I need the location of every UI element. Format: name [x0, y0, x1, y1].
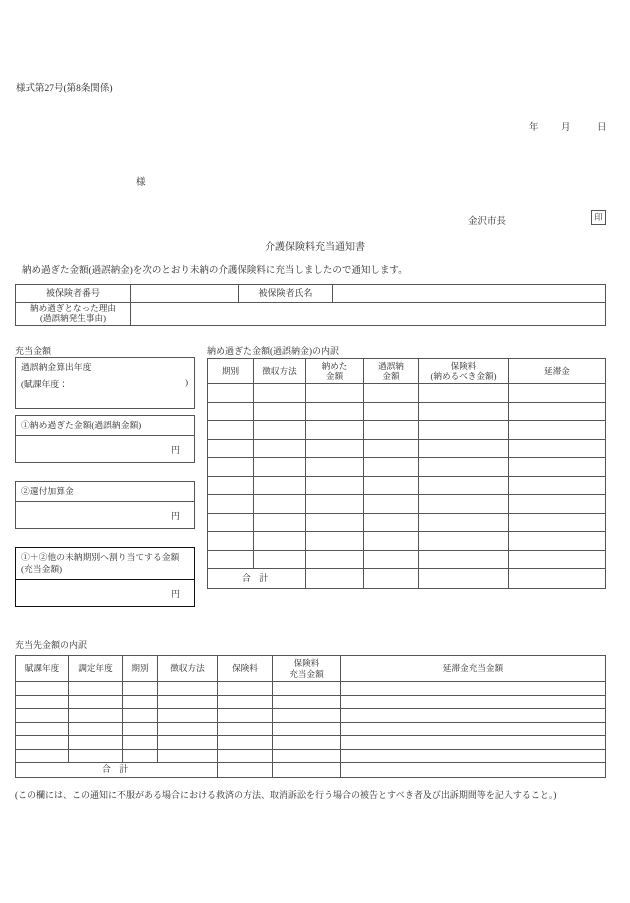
cell-period[interactable]: [208, 532, 254, 551]
cell-period[interactable]: [123, 736, 158, 750]
cell-premium[interactable]: [419, 458, 509, 477]
cell-collection-method[interactable]: [254, 495, 306, 514]
refund-addition-unit: 円: [170, 510, 180, 521]
allocation-total-value-cell[interactable]: [16, 579, 194, 606]
overpayment-breakdown-table: [207, 358, 606, 589]
cell-levy-year[interactable]: [16, 722, 69, 736]
col-header-levy-year: 賦課年度: [16, 656, 69, 682]
table-row: [16, 736, 606, 750]
col-header-collection-method: 徴収方法: [254, 359, 306, 384]
cell-premium-allocated[interactable]: [273, 736, 341, 750]
cell-levy-year[interactable]: [16, 736, 69, 750]
cell-collection-method[interactable]: [254, 458, 306, 477]
cell-assessment-year[interactable]: [69, 709, 123, 723]
cell-levy-year[interactable]: [16, 749, 69, 763]
cell-late-fee[interactable]: [509, 513, 606, 532]
cell-assessment-year[interactable]: [69, 682, 123, 696]
col-header-premium-allocated-line2: 充当金額: [289, 668, 324, 679]
insured-person-table: [15, 284, 606, 326]
table-row: [16, 682, 606, 696]
breakdown-section-label: 納め過ぎた金額(過誤納金)の内訳: [207, 346, 339, 356]
cell-period[interactable]: [208, 421, 254, 440]
cell-collection-method[interactable]: [254, 532, 306, 551]
table-header-row: [16, 656, 606, 682]
cell-collection-method[interactable]: [158, 695, 218, 709]
refund-addition-value-cell[interactable]: [16, 501, 194, 528]
cell-paid-amount[interactable]: [306, 402, 364, 421]
date-month-label: 月: [561, 123, 571, 133]
col-header-overpaid-amount-line1: 過誤納: [378, 360, 404, 371]
col-header-paid-amount-line2: 金額: [325, 371, 344, 381]
date-year-label: 年: [529, 123, 539, 133]
cell-late-fee[interactable]: [509, 458, 606, 477]
insured-number-value[interactable]: [131, 285, 239, 303]
fiscal-year-sub-close: ): [185, 376, 188, 387]
cell-premium[interactable]: [218, 722, 273, 736]
col-header-overpaid-amount-line2: 金額: [382, 371, 400, 381]
allocation-total-unit: 円: [170, 588, 180, 599]
cell-premium[interactable]: [419, 513, 509, 532]
cell-paid-amount[interactable]: [306, 495, 364, 514]
cell-overpaid-amount[interactable]: [364, 439, 419, 458]
cell-period[interactable]: [208, 458, 254, 477]
cell-late-fee[interactable]: [509, 439, 606, 458]
cell-period[interactable]: [208, 439, 254, 458]
issuer-name: 金沢市長: [468, 217, 507, 227]
destination-total-premium-allocated[interactable]: [273, 763, 341, 778]
cell-assessment-year[interactable]: [69, 749, 123, 763]
allocation-total-title: ①＋②他の未納期別へ割り当てする金額(充当金額): [21, 552, 180, 574]
cell-paid-amount[interactable]: [306, 476, 364, 495]
cell-late-fee-allocated[interactable]: [341, 682, 606, 696]
cell-premium[interactable]: [218, 695, 273, 709]
table-row: [208, 384, 606, 403]
cell-late-fee-allocated[interactable]: [341, 722, 606, 736]
cell-late-fee[interactable]: [509, 532, 606, 551]
cell-late-fee[interactable]: [509, 550, 606, 569]
destination-section-label: 充当先金額の内訳: [15, 640, 88, 650]
overpaid-amount-title: ①納め過ぎた金額(過誤納金額): [21, 420, 142, 430]
fiscal-year-title: 過誤納金算出年度: [21, 362, 92, 372]
col-header-paid-amount-line1: 納めた: [321, 360, 348, 371]
reason-label-line1: 納め過ぎとなった理由: [30, 303, 116, 314]
cell-period[interactable]: [208, 384, 254, 403]
refund-addition-title: ②還付加算金: [21, 486, 74, 496]
overpayment-reason-label: [16, 303, 131, 326]
cell-late-fee-allocated[interactable]: [341, 736, 606, 750]
allocation-amount-section-label: 充当金額: [15, 346, 52, 356]
cell-levy-year[interactable]: [16, 695, 69, 709]
footer-instruction-note: (この欄には、この通知に不服がある場合における救済の方法、取消訴訟を行う場合の被告とすべき者及び出訴期間等を記入すること。): [15, 790, 557, 800]
cell-premium[interactable]: [218, 682, 273, 696]
cell-collection-method[interactable]: [254, 384, 306, 403]
breakdown-total-late-fee[interactable]: [509, 569, 606, 589]
table-row: [16, 749, 606, 763]
cell-late-fee-allocated[interactable]: [341, 695, 606, 709]
cell-levy-year[interactable]: [16, 682, 69, 696]
overpayment-reason-value[interactable]: [131, 303, 606, 326]
table-row: [208, 439, 606, 458]
cell-period[interactable]: [208, 495, 254, 514]
insured-name-value[interactable]: [333, 285, 606, 303]
cell-overpaid-amount[interactable]: [364, 532, 419, 551]
breakdown-total-overpaid[interactable]: [364, 569, 419, 589]
cell-late-fee-allocated[interactable]: [341, 709, 606, 723]
cell-overpaid-amount[interactable]: [364, 402, 419, 421]
cell-paid-amount[interactable]: [306, 513, 364, 532]
table-row: [16, 285, 606, 303]
cell-overpaid-amount[interactable]: [364, 421, 419, 440]
cell-premium-allocated[interactable]: [273, 749, 341, 763]
cell-paid-amount[interactable]: [306, 384, 364, 403]
cell-assessment-year[interactable]: [69, 695, 123, 709]
cell-collection-method[interactable]: [254, 513, 306, 532]
destination-total-label: 合 計: [16, 763, 218, 778]
cell-period[interactable]: [208, 513, 254, 532]
table-row: [16, 709, 606, 723]
cell-assessment-year[interactable]: [69, 722, 123, 736]
intro-sentence: 納め過ぎた金額(過誤納金)を次のとおり未納の介護保険料に充当しましたので通知します。: [22, 266, 408, 276]
overpaid-amount-box: [15, 415, 195, 463]
cell-collection-method[interactable]: [158, 749, 218, 763]
col-header-premium-line1: 保険料: [450, 360, 477, 371]
fiscal-year-input-row[interactable]: [16, 377, 194, 395]
breakdown-total-paid[interactable]: [306, 569, 364, 589]
form-code-label: 様式第27号(第8条関係): [16, 84, 113, 94]
cell-premium[interactable]: [419, 402, 509, 421]
table-row: [16, 722, 606, 736]
cell-overpaid-amount[interactable]: [364, 513, 419, 532]
destination-total-premium[interactable]: [218, 763, 273, 778]
col-header-premium-allocated-line1: 保険料: [293, 658, 320, 669]
table-total-row: [208, 569, 606, 589]
overpaid-amount-value-cell[interactable]: [16, 435, 194, 462]
breakdown-total-label: 合 計: [208, 569, 306, 589]
cell-collection-method[interactable]: [158, 736, 218, 750]
cell-collection-method[interactable]: [254, 439, 306, 458]
allocation-destination-table: [15, 655, 606, 778]
table-total-row: [16, 763, 606, 778]
addressee-honorific: 様: [136, 178, 146, 188]
cell-period[interactable]: [123, 749, 158, 763]
cell-late-fee[interactable]: [509, 402, 606, 421]
cell-paid-amount[interactable]: [306, 458, 364, 477]
cell-late-fee-allocated[interactable]: [341, 749, 606, 763]
table-row: [208, 476, 606, 495]
col-header-premium: 保険料: [218, 656, 273, 682]
col-header-late-fee: 延滞金: [509, 359, 606, 384]
allocation-total-box: [15, 547, 195, 607]
cell-premium-allocated[interactable]: [273, 695, 341, 709]
cell-period[interactable]: [123, 722, 158, 736]
cell-assessment-year[interactable]: [69, 736, 123, 750]
col-header-period: 期別: [208, 359, 254, 384]
cell-paid-amount[interactable]: [306, 421, 364, 440]
cell-late-fee[interactable]: [509, 421, 606, 440]
cell-period[interactable]: [208, 550, 254, 569]
col-header-paid-amount: [306, 359, 364, 384]
cell-collection-method[interactable]: [254, 421, 306, 440]
insured-number-label: 被保険者番号: [16, 285, 131, 303]
seal-stamp-box: 印: [591, 210, 606, 225]
cell-premium[interactable]: [218, 736, 273, 750]
destination-total-late-fee-allocated[interactable]: [341, 763, 606, 778]
cell-premium[interactable]: [419, 532, 509, 551]
col-header-premium-allocated: [273, 656, 341, 682]
cell-overpaid-amount[interactable]: [364, 495, 419, 514]
cell-premium-allocated[interactable]: [273, 709, 341, 723]
cell-premium[interactable]: [419, 421, 509, 440]
cell-overpaid-amount[interactable]: [364, 476, 419, 495]
fiscal-year-box: [15, 357, 195, 409]
cell-paid-amount[interactable]: [306, 532, 364, 551]
cell-collection-method[interactable]: [158, 722, 218, 736]
table-row: [208, 458, 606, 477]
table-header-row: [208, 359, 606, 384]
cell-late-fee[interactable]: [509, 384, 606, 403]
cell-late-fee[interactable]: [509, 495, 606, 514]
fiscal-year-sub-label: (賦課年度：: [21, 378, 68, 389]
cell-premium-allocated[interactable]: [273, 682, 341, 696]
cell-premium[interactable]: [419, 439, 509, 458]
cell-period[interactable]: [123, 695, 158, 709]
breakdown-total-premium[interactable]: [419, 569, 509, 589]
cell-paid-amount[interactable]: [306, 439, 364, 458]
table-row: [208, 532, 606, 551]
col-header-collection-method: 徴収方法: [158, 656, 218, 682]
cell-premium[interactable]: [419, 476, 509, 495]
table-row: [16, 303, 606, 326]
col-header-late-fee-allocated: 延滞金充当金額: [341, 656, 606, 682]
table-row: [16, 695, 606, 709]
cell-overpaid-amount[interactable]: [364, 550, 419, 569]
cell-late-fee[interactable]: [509, 476, 606, 495]
cell-premium[interactable]: [419, 495, 509, 514]
cell-period[interactable]: [208, 402, 254, 421]
reason-label-line2: (過誤納発生事由): [40, 313, 106, 323]
cell-collection-method[interactable]: [254, 476, 306, 495]
table-row: [208, 421, 606, 440]
table-row: [208, 495, 606, 514]
cell-overpaid-amount[interactable]: [364, 384, 419, 403]
cell-overpaid-amount[interactable]: [364, 458, 419, 477]
cell-levy-year[interactable]: [16, 709, 69, 723]
insured-name-label: 被保険者氏名: [239, 285, 333, 303]
table-row: [208, 513, 606, 532]
table-row: [208, 550, 606, 569]
cell-period[interactable]: [123, 682, 158, 696]
cell-premium-allocated[interactable]: [273, 722, 341, 736]
table-row: [208, 402, 606, 421]
date-day-label: 日: [597, 123, 607, 133]
cell-period[interactable]: [123, 709, 158, 723]
document-title: 介護保険料充当通知書: [265, 242, 365, 253]
cell-collection-method[interactable]: [254, 550, 306, 569]
col-header-assessment-year: 調定年度: [69, 656, 123, 682]
cell-collection-method[interactable]: [158, 709, 218, 723]
cell-period[interactable]: [208, 476, 254, 495]
refund-addition-box: [15, 481, 195, 529]
col-header-premium-line2: (納めるべき金額): [430, 371, 497, 381]
cell-premium[interactable]: [218, 709, 273, 723]
cell-collection-method[interactable]: [158, 682, 218, 696]
cell-collection-method[interactable]: [254, 402, 306, 421]
cell-premium[interactable]: [419, 384, 509, 403]
col-header-premium: [419, 359, 509, 384]
cell-premium[interactable]: [419, 550, 509, 569]
col-header-period: 期別: [123, 656, 158, 682]
overpaid-amount-unit: 円: [170, 444, 180, 455]
col-header-overpaid-amount: [364, 359, 419, 384]
cell-paid-amount[interactable]: [306, 550, 364, 569]
cell-premium[interactable]: [218, 749, 273, 763]
